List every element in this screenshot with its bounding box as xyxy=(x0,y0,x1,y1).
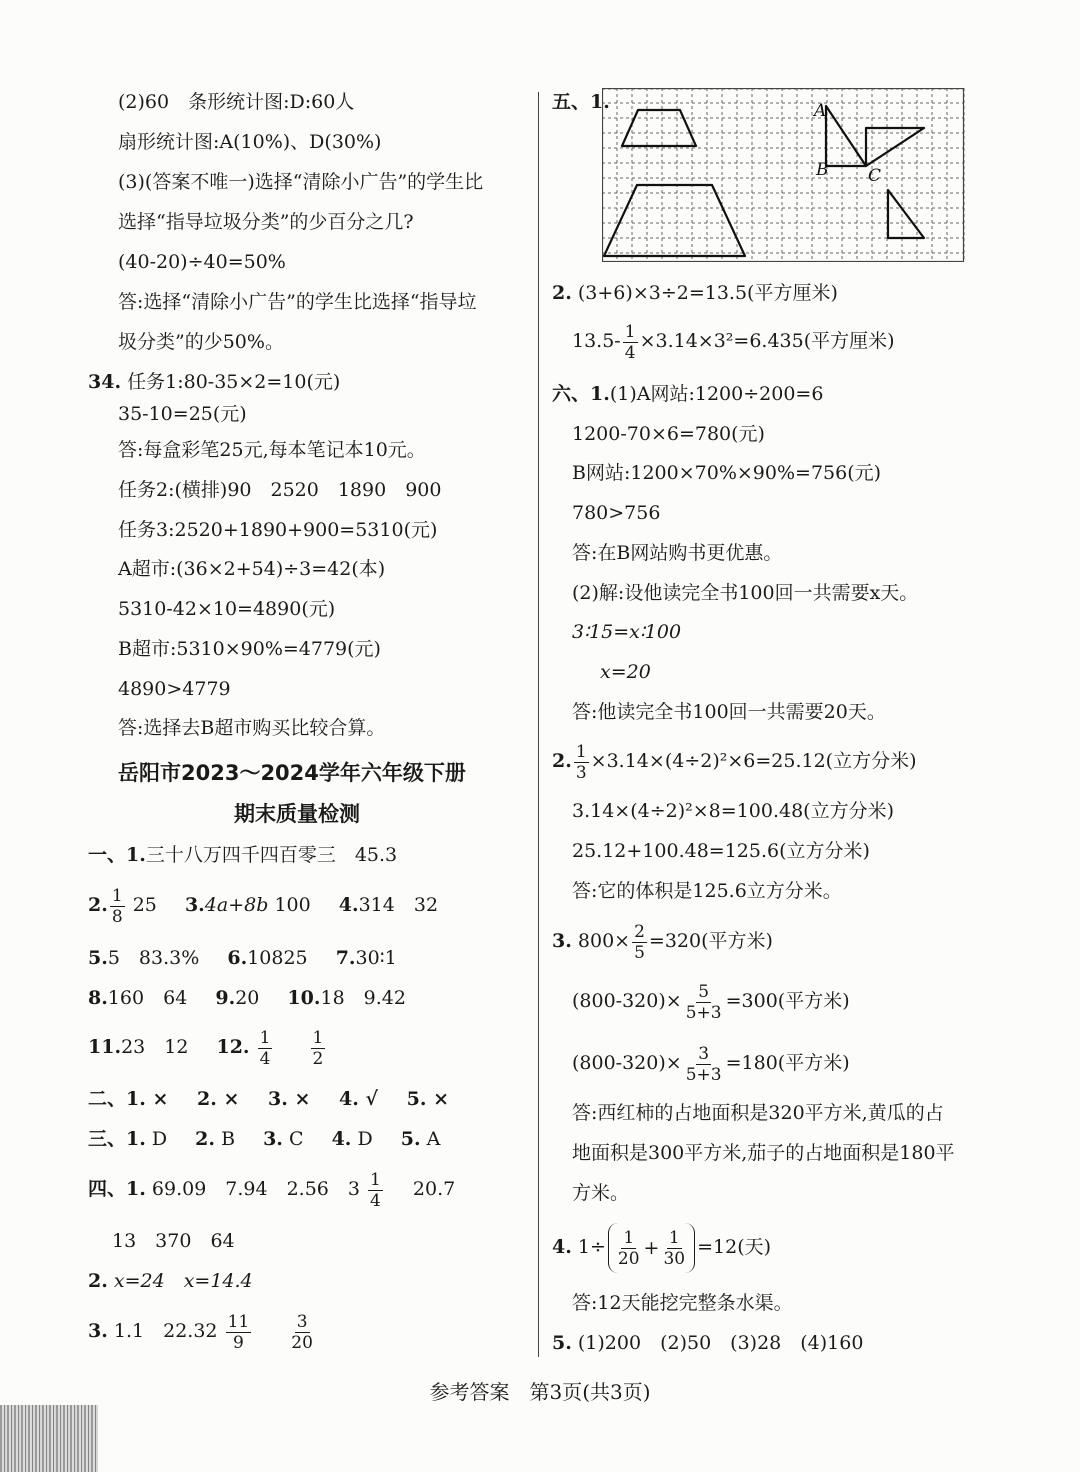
s1-q4-number: 4. xyxy=(338,894,359,916)
s4-q2-number: 2. xyxy=(88,1270,108,1292)
s1-q4-answer: 314 32 xyxy=(358,894,439,916)
s6-q4-number: 4. xyxy=(552,1236,572,1258)
s6-q3-b-pre: (800-320)× xyxy=(572,990,682,1012)
column-divider xyxy=(538,92,539,1357)
s1-line1 xyxy=(88,842,397,868)
s1-q10-answer: 18 9.42 xyxy=(320,987,406,1009)
s6-q1-line1 xyxy=(552,381,823,407)
s4-line1 xyxy=(88,1166,455,1212)
label-a: A xyxy=(814,101,827,121)
q33-part3-line5: 圾分类”的少50%。 xyxy=(118,331,284,353)
s6-q3-line5: 地面积是300平方米,茄子的占地面积是180平 xyxy=(572,1142,955,1164)
s6-q3-c-pre: (800-320)× xyxy=(572,1052,682,1074)
s3-q2-answer: B xyxy=(221,1128,236,1150)
s6-q1-line3: B网站:1200×70%×90%=756(元) xyxy=(572,462,882,484)
label-c: C xyxy=(868,166,882,186)
q34-line4: 任务2:(横排)90 2520 1890 900 xyxy=(118,479,442,501)
s4-q1-fraction: $\frac{1}{4}$ xyxy=(370,1169,381,1211)
s3-q5-answer: A xyxy=(426,1128,441,1150)
q34-line5: 任务3:2520+1890+900=5310(元) xyxy=(118,519,438,541)
s1-line3 xyxy=(88,945,397,971)
s5-q2-calc1: (3+6)×3÷2=13.5(平方厘米) xyxy=(577,282,838,304)
s2-line xyxy=(88,1086,449,1112)
q33-part2-line2: 扇形统计图:A(10%)、D(30%) xyxy=(118,131,382,153)
s1-q10-number: 10. xyxy=(287,987,321,1009)
s6-q3-line4: 答:西红柿的占地面积是320平方米,黄瓜的占 xyxy=(572,1102,944,1124)
s6-q3-fraction-c: $\frac{3}{5+3}$ xyxy=(685,1043,722,1085)
s6-q1-line6: (2)解:设他读完全书100回一共需要x天。 xyxy=(572,582,919,604)
s1-answer1: 三十八万四千四百零三 45.3 xyxy=(145,844,398,866)
s1-q12-number: 12. xyxy=(216,1036,250,1058)
s6-q3-a-post: =320(平方米) xyxy=(648,930,773,952)
s3-q1-answer: D xyxy=(151,1128,168,1150)
s6-q3-line6: 方米。 xyxy=(572,1182,630,1204)
q34-line6: A超市:(36×2+54)÷3=42(本) xyxy=(118,558,386,580)
s4-q3-answers: 1.1 22.32 xyxy=(113,1320,218,1342)
s1-q9-answer: 20 xyxy=(235,987,260,1009)
s6-q1-line7: 3∶15=x∶100 xyxy=(572,621,682,643)
s1-q6-number: 6. xyxy=(227,947,248,969)
s4-q3-fraction2: $\frac{3}{20}$ xyxy=(291,1311,313,1353)
s6-q3-line1 xyxy=(552,918,773,964)
s6-q3-line2 xyxy=(572,978,850,1024)
s6-q3-line3 xyxy=(572,1040,850,1086)
s5-q2-number: 2. xyxy=(552,282,572,304)
s1-q5-number: 5. xyxy=(88,947,108,969)
s6-q3-b-post: =300(平方米) xyxy=(725,990,850,1012)
s1-line4 xyxy=(88,985,406,1011)
s6-q3-fraction-a: $\frac{2}{5}$ xyxy=(634,921,645,963)
s2-q4-number: 4. xyxy=(339,1088,359,1110)
q34-number: 34. xyxy=(88,371,122,393)
s6-q4-fraction1: $\frac{1}{20}$ xyxy=(617,1227,640,1269)
s4-line3 xyxy=(88,1268,253,1294)
large-trapezoid xyxy=(604,185,745,256)
s6-q2-line1 xyxy=(552,738,917,784)
s5-number: 五、1. xyxy=(552,91,610,113)
s1-q12-fraction1: $\frac{1}{4}$ xyxy=(259,1027,271,1069)
s6-q1-line2: 1200-70×6=780(元) xyxy=(572,423,765,445)
s2-q5-answer: × xyxy=(433,1088,450,1110)
q34-line2: 35-10=25(元) xyxy=(118,403,247,425)
s5-q2-line2 xyxy=(572,318,895,364)
s1-q8-number: 8. xyxy=(88,987,108,1009)
q34-line7: 5310-42×10=4890(元) xyxy=(118,598,336,620)
page-footer: 参考答案 第3页(共3页) xyxy=(429,1380,651,1404)
s6-q4-pre: 1÷ xyxy=(577,1236,606,1258)
q34-line10: 答:选择去B超市购买比较合算。 xyxy=(118,717,386,739)
s1-q12-fraction2: $\frac{1}{2}$ xyxy=(312,1027,324,1069)
s3-number: 三、1. xyxy=(88,1128,146,1150)
s2-q3-answer: × xyxy=(294,1088,311,1110)
q34-line1 xyxy=(88,369,340,395)
s1-number: 一、1. xyxy=(88,844,146,866)
s3-q3-answer: C xyxy=(288,1128,304,1150)
s6-q1-line5: 答:在B网站购书更优惠。 xyxy=(572,542,783,564)
s6-q4-line2: 答:12天能挖完整条水渠。 xyxy=(572,1292,793,1314)
rotated-triangle xyxy=(866,128,924,166)
s3-q2-number: 2. xyxy=(195,1128,216,1150)
s2-number: 二、1. xyxy=(88,1088,146,1110)
exam-title: 岳阳市2023～2024学年六年级下册 xyxy=(118,761,466,785)
s6-q4-post: =12(天) xyxy=(697,1236,772,1258)
s5-q2-calc2-pre: 13.5- xyxy=(572,330,621,352)
s3-q4-answer: D xyxy=(357,1128,373,1150)
label-b: B xyxy=(816,160,829,180)
s6-number: 六、1. xyxy=(552,383,610,405)
s6-q2-line2: 3.14×(4÷2)²×8=100.48(立方分米) xyxy=(572,800,894,822)
s4-line2: 13 370 64 xyxy=(112,1230,235,1252)
scan-artifact xyxy=(0,1405,98,1472)
s6-q1-line8: x=20 xyxy=(600,661,651,683)
s6-q5-number: 5. xyxy=(552,1332,572,1354)
s6-q3-number: 3. xyxy=(552,930,572,952)
s6-q1-line4: 780>756 xyxy=(572,502,661,524)
s6-q4-fraction2: $\frac{1}{30}$ xyxy=(663,1227,686,1269)
s5-q2-line1 xyxy=(552,280,838,306)
s3-line xyxy=(88,1126,440,1152)
s4-number: 四、1. xyxy=(88,1178,146,1200)
s1-q2-fraction: $\frac{1}{8}$ xyxy=(111,885,123,927)
s1-q7-number: 7. xyxy=(335,947,356,969)
s6-q4-line1 xyxy=(552,1222,771,1272)
s6-q3-a-pre: 800× xyxy=(577,930,631,952)
s6-q3-c-post: =180(平方米) xyxy=(725,1052,850,1074)
s2-q2-answer: × xyxy=(223,1088,240,1110)
s6-q5-line xyxy=(552,1330,863,1356)
grid-lines xyxy=(602,88,964,262)
s2-q4-answer: √ xyxy=(365,1088,379,1110)
s6-q2-number: 2. xyxy=(552,750,572,772)
s1-line2 xyxy=(88,882,438,928)
s1-q3-answer: 100 xyxy=(274,894,311,916)
q34-line3: 答:每盒彩笔25元,每本笔记本10元。 xyxy=(118,439,426,461)
q34-task1: 任务1:80-35×2=10(元) xyxy=(127,371,341,393)
s3-q3-number: 3. xyxy=(263,1128,283,1150)
s6-q2-fraction: $\frac{1}{3}$ xyxy=(575,741,587,783)
s4-q1-last: 20.7 xyxy=(412,1178,456,1200)
grid-figure xyxy=(602,88,966,262)
s1-q9-number: 9. xyxy=(215,987,236,1009)
s2-q2-number: 2. xyxy=(197,1088,217,1110)
q33-part3-line1: (3)(答案不唯一)选择“清除小广告”的学生比 xyxy=(118,171,484,193)
s3-q4-number: 4. xyxy=(331,1128,352,1150)
s6-q4-plus: + xyxy=(643,1237,660,1259)
s3-q5-number: 5. xyxy=(400,1128,421,1150)
s6-q1-a: (1)A网站:1200÷200=6 xyxy=(609,383,824,405)
s1-q5-answer: 5 83.3% xyxy=(107,947,200,969)
q33-part3-line2: 选择“指导垃圾分类”的少百分之几? xyxy=(118,211,414,233)
s1-q11-number: 11. xyxy=(88,1036,122,1058)
s1-line5 xyxy=(88,1024,327,1070)
s1-q7-answer: 30∶1 xyxy=(355,947,397,969)
q33-part3-line3: (40-20)÷40=50% xyxy=(118,251,286,273)
s6-q4-parentheses xyxy=(608,1223,695,1273)
s4-q1-answers: 69.09 7.94 2.56 3 xyxy=(151,1178,360,1200)
s4-q3-fraction1: $\frac{11}{9}$ xyxy=(227,1311,250,1353)
s5-q2-fraction: $\frac{1}{4}$ xyxy=(624,321,636,363)
q33-part3-line4: 答:选择“清除小广告”的学生比选择“指导垃 xyxy=(118,291,477,313)
s1-q8-answer: 160 64 xyxy=(107,987,188,1009)
s1-q2-number: 2. xyxy=(88,894,108,916)
s6-q5-answers: (1)200 (2)50 (3)28 (4)160 xyxy=(577,1332,864,1354)
s1-q3-number: 3. xyxy=(184,894,205,916)
s4-q2-answer: x=24 x=14.4 xyxy=(113,1270,253,1292)
s2-q5-number: 5. xyxy=(406,1088,427,1110)
triangle-abc xyxy=(826,106,866,166)
s1-q3-expr: 4a+8b xyxy=(204,894,269,916)
s6-q2-line4: 答:它的体积是125.6立方分米。 xyxy=(572,880,842,902)
s6-q1-line9: 答:他读完全书100回一共需要20天。 xyxy=(572,701,886,723)
s1-q11-answer: 23 12 xyxy=(121,1036,189,1058)
q33-part2-line1: (2)60 条形统计图:D:60人 xyxy=(118,91,355,113)
s6-q2-line3: 25.12+100.48=125.6(立方分米) xyxy=(572,840,870,862)
translated-triangle xyxy=(888,190,924,238)
q34-line9: 4890>4779 xyxy=(118,678,231,700)
s2-q3-number: 3. xyxy=(268,1088,288,1110)
s2-q1-answer: × xyxy=(152,1088,169,1110)
s6-q3-fraction-b: $\frac{5}{5+3}$ xyxy=(685,981,722,1023)
s1-q6-answer: 10825 xyxy=(247,947,308,969)
s4-line4 xyxy=(88,1308,317,1354)
q34-line8: B超市:5310×90%=4779(元) xyxy=(118,638,381,660)
s5-q2-calc2-post: ×3.14×3²=6.435(平方厘米) xyxy=(639,330,895,352)
s4-q3-number: 3. xyxy=(88,1320,108,1342)
s6-q2-calc1: ×3.14×(4÷2)²×6=25.12(立方分米) xyxy=(590,750,917,772)
small-trapezoid xyxy=(622,110,696,146)
s1-q2-answer: 25 xyxy=(132,894,157,916)
exam-subtitle: 期末质量检测 xyxy=(234,802,360,826)
